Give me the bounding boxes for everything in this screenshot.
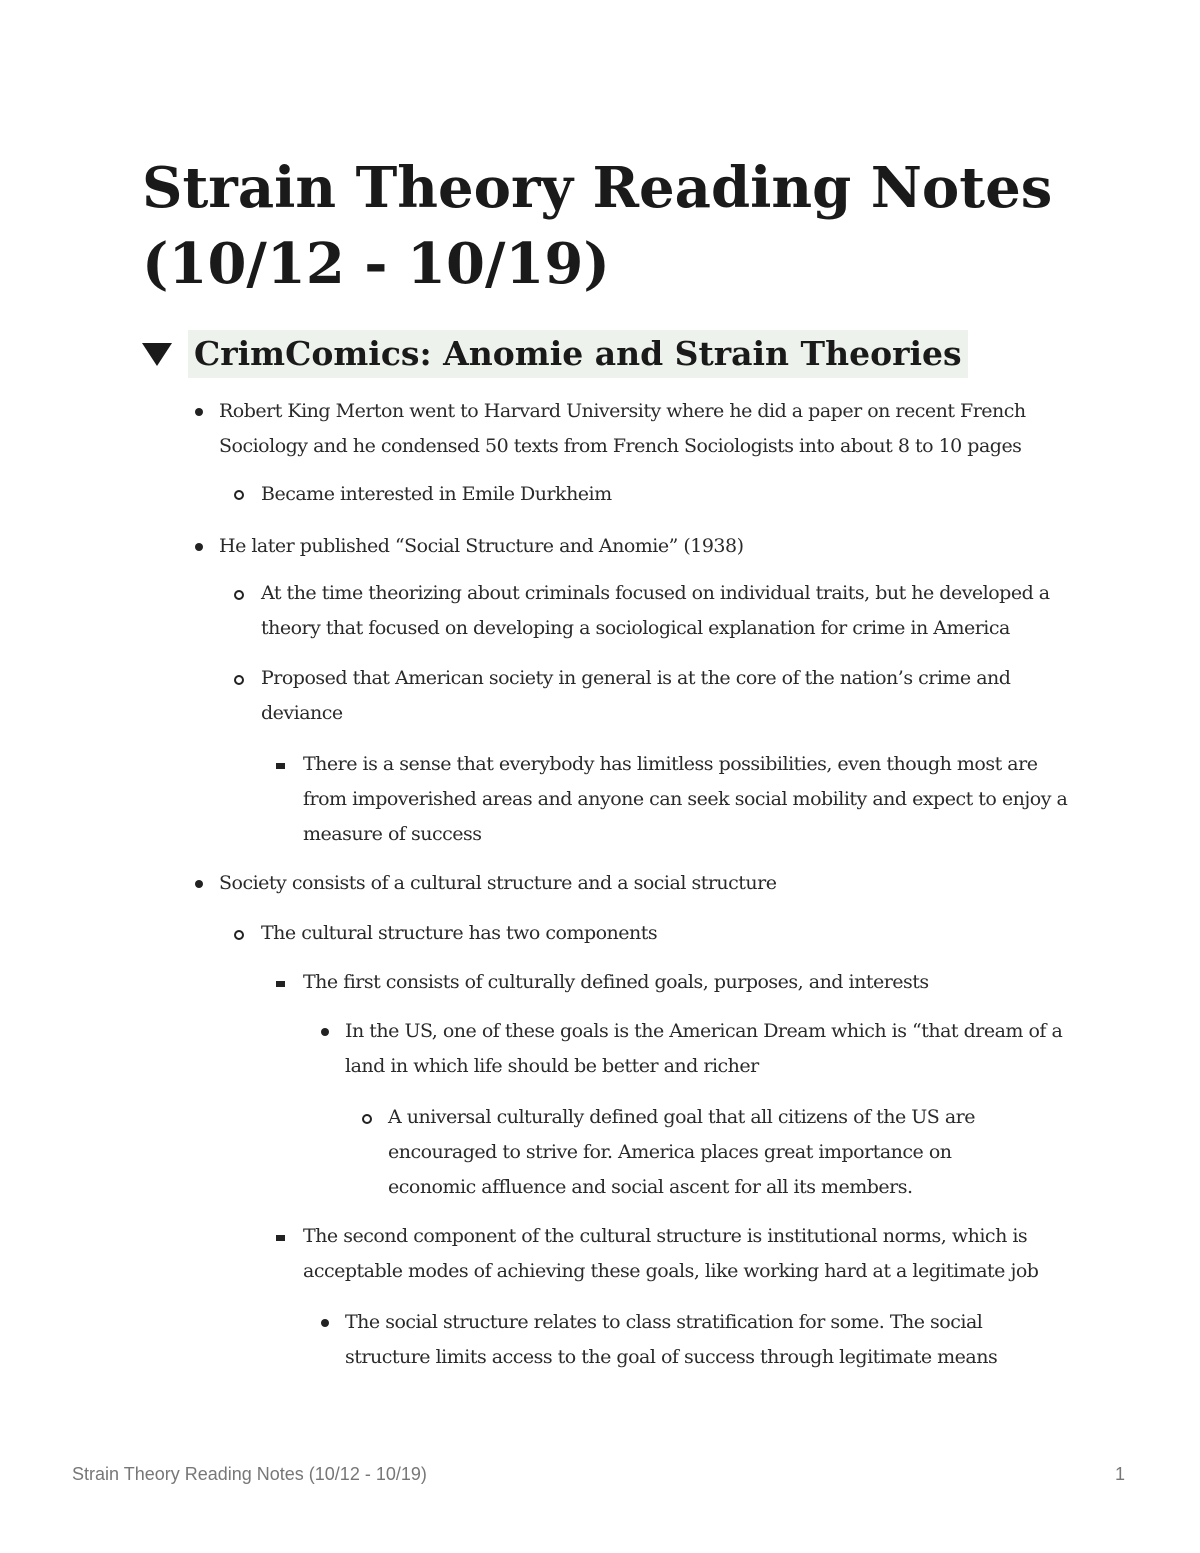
list-item: There is a sense that everybody has limitless possibilities, even though most are from impoverished areas and anyone can seek social mobility and expect to enjoy a measure of success [303, 753, 1068, 845]
bullet-square [276, 1235, 285, 1241]
footer-title: Strain Theory Reading Notes (10/12 - 10/19) [72, 1464, 427, 1484]
bullet-disc [195, 543, 203, 551]
triangle-down-icon[interactable] [142, 341, 172, 367]
bullet-circle [234, 930, 244, 940]
list-item: At the time theorizing about criminals focused on individual traits, but he developed a theory that focused on developing a sociological explanation for crime in America [261, 582, 1050, 639]
list-item: Proposed that American society in general is at the core of the nation’s crime and deviance [261, 667, 1011, 724]
list-item: He later published “Social Structure and Anomie” (1938) [219, 535, 744, 557]
bullet-disc [321, 1028, 329, 1036]
list-item: In the US, one of these goals is the American Dream which is “that dream of a land in which life should be better and richer [345, 1020, 1063, 1077]
list-item: The first consists of culturally defined goals, purposes, and interests [303, 971, 929, 993]
bullet-disc [195, 408, 203, 416]
list-item: The cultural structure has two components [261, 922, 658, 944]
toggle-section-header[interactable] [142, 330, 968, 378]
bullet-circle [362, 1114, 372, 1124]
list-item: A universal culturally defined goal that all citizens of the US are encouraged to strive for. America places great importance on economic affluence and social ascent for all its members. [388, 1106, 975, 1198]
bullet-disc [321, 1319, 329, 1327]
list-item: The second component of the cultural structure is institutional norms, which is acceptable modes of achieving these goals, like working hard at a legitimate job [303, 1225, 1039, 1282]
bullet-disc [195, 880, 203, 888]
section-heading: CrimComics: Anomie and Strain Theories [188, 330, 968, 378]
page-title: Strain Theory Reading Notes (10/12 - 10/19) [142, 155, 1053, 297]
list-item: The social structure relates to class stratification for some. The social structure limits access to the goal of success through legitimate means [345, 1311, 998, 1368]
list-item: Society consists of a cultural structure and a social structure [219, 872, 777, 894]
list-item: Robert King Merton went to Harvard University where he did a paper on recent French Sociology and he condensed 50 texts from French Sociologists into about 8 to 10 pages [219, 400, 1026, 457]
bullet-square [276, 763, 285, 769]
bullet-circle [234, 590, 244, 600]
bullet-circle [234, 490, 244, 500]
list-item: Became interested in Emile Durkheim [261, 483, 612, 505]
bullet-circle [234, 675, 244, 685]
footer-page-number: 1 [1115, 1464, 1126, 1484]
bullet-square [276, 981, 285, 987]
